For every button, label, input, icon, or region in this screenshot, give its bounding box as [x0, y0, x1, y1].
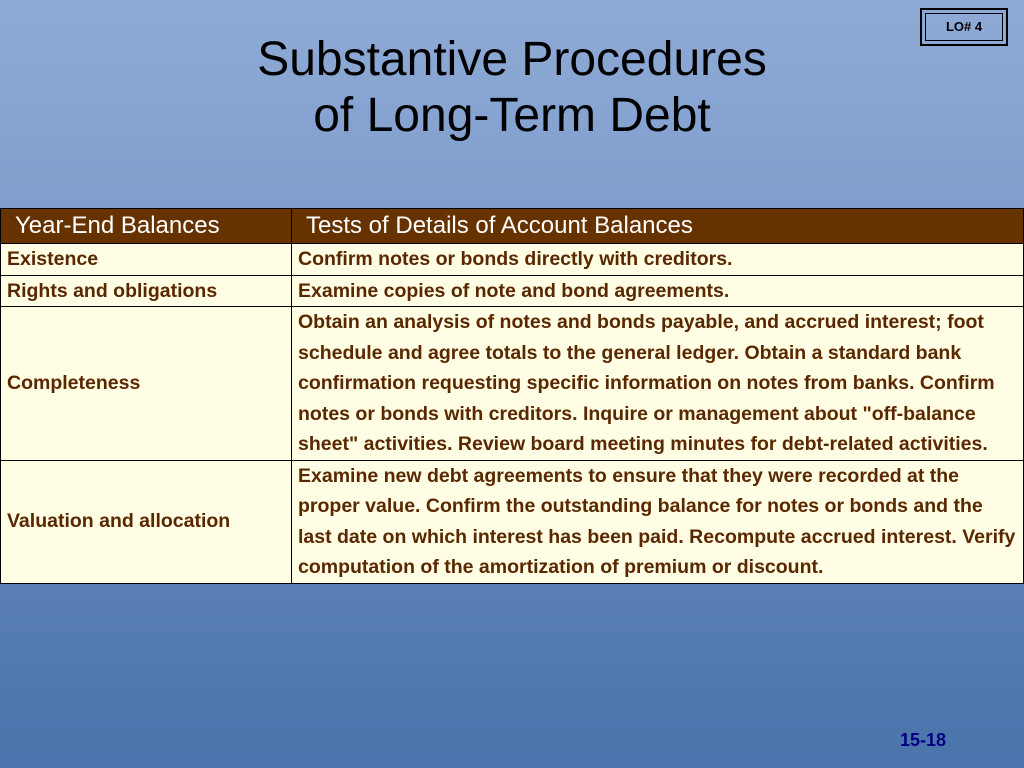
table-row	[1, 275, 1024, 307]
slide-title-line2: of Long-Term Debt	[313, 89, 711, 142]
test-cell: Examine copies of note and bond agreements.	[292, 275, 1024, 307]
lo-badge-label: LO# 4	[925, 13, 1003, 41]
header-year-end-balances: Year-End Balances	[1, 209, 292, 244]
assertion-cell: Rights and obligations	[1, 275, 292, 307]
table-row	[1, 244, 1024, 276]
table-header-row	[1, 209, 1024, 244]
table-row	[1, 307, 1024, 461]
header-tests-of-details: Tests of Details of Account Balances	[292, 209, 1024, 244]
test-cell: Examine new debt agreements to ensure that they were recorded at the proper value. Confirm the outstanding balance for notes or bonds and the last date on which interest has been paid. Recompute accrued interest. Verify computation of the amortization of premium or discount.	[292, 460, 1024, 583]
slide-title-line1: Substantive Procedures	[257, 33, 767, 86]
assertion-cell: Valuation and allocation	[1, 460, 292, 583]
test-cell: Obtain an analysis of notes and bonds payable, and accrued interest; foot schedule and agree totals to the general ledger. Obtain a standard bank confirmation requesting specific information on notes from banks. Confirm notes or bonds with creditors. Inquire or management about "off-balance sheet" activities. Review board meeting minutes for debt-related activities.	[292, 307, 1024, 461]
table-row	[1, 460, 1024, 583]
assertion-cell: Existence	[1, 244, 292, 276]
assertion-cell: Completeness	[1, 307, 292, 461]
page-number: 15-18	[900, 730, 947, 750]
slide-title	[0, 32, 1024, 144]
procedures-table	[0, 208, 1024, 584]
test-cell: Confirm notes or bonds directly with creditors.	[292, 244, 1024, 276]
